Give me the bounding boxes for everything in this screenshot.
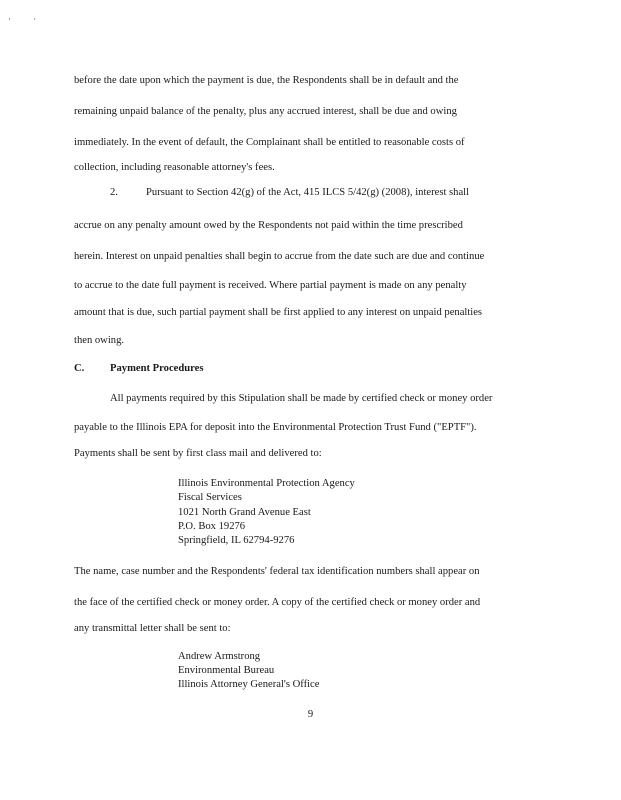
scan-corner-mark: · · [8,14,47,24]
body-line: immediately. In the event of default, the Complainant shall be entitled to reasonable costs of [74,137,465,148]
section-letter: C. [74,363,85,374]
body-line: the face of the certified check or money order. A copy of the certified check or money order and [74,597,481,608]
address-line: Environmental Bureau [178,665,275,676]
address-line: Fiscal Services [178,492,242,503]
item-number: 2. [110,187,118,198]
address-line: Springfield, IL 62794-9276 [178,535,295,546]
section-title: Payment Procedures [110,363,204,374]
body-line: remaining unpaid balance of the penalty, plus any accrued interest, shall be due and owing [74,106,457,117]
body-line: amount that is due, such partial payment shall be first applied to any interest on unpaid penalties [74,307,483,318]
body-line: collection, including reasonable attorney's fees. [74,162,275,173]
body-line: Payments shall be sent by first class mail and delivered to: [74,448,322,459]
page-number: 9 [307,709,314,720]
item-first-line: Pursuant to Section 42(g) of the Act, 415 ILCS 5/42(g) (2008), interest shall [146,187,470,198]
body-line: herein. Interest on unpaid penalties shall begin to accrue from the date such are due and continue [74,251,485,262]
body-line: payable to the Illinois EPA for deposit into the Environmental Protection Trust Fund ("EPTF"). [74,422,477,433]
address-line: 1021 North Grand Avenue East [178,507,311,518]
body-line: before the date upon which the payment is due, the Respondents shall be in default and the [74,75,459,86]
body-line: any transmittal letter shall be sent to: [74,623,231,634]
address-line: Illinois Environmental Protection Agency [178,478,355,489]
body-line: to accrue to the date full payment is received. Where partial payment is made on any penalty [74,280,467,291]
body-line: accrue on any penalty amount owed by the Respondents not paid within the time prescribed [74,220,463,231]
body-line: then owing. [74,335,125,346]
address-line: P.O. Box 19276 [178,521,246,532]
address-line: Andrew Armstrong [178,651,261,662]
body-line: The name, case number and the Respondents' federal tax identification numbers shall appear on [74,566,480,577]
body-line: All payments required by this Stipulation shall be made by certified check or money order [110,393,493,404]
address-line: Illinois Attorney General's Office [178,679,320,690]
